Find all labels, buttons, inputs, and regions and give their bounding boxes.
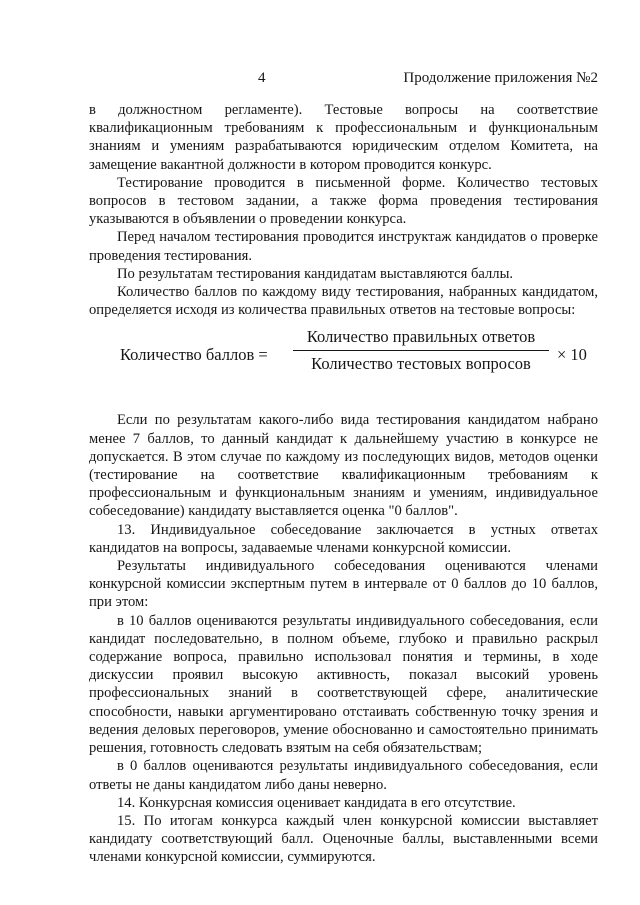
paragraph-interview-results: Результаты индивидуального собеседования оцениваются членами конкурсной комиссии экспертным путем в интервале от 0 баллов до 10 баллов, при этом: [89,558,598,611]
paragraph-item-14: 14. Конкурсная комиссия оценивает кандидата в его отсутствие. [117,794,516,811]
paragraph-0-points: в 0 баллов оцениваются результаты индивидуального собеседования, если ответы не даны кандидатом либо даны неверно. [89,758,598,793]
score-formula [89,323,598,397]
page-header [0,70,640,90]
formula-multiplier: × 10 [557,345,587,365]
page-number: 4 [258,70,266,86]
appendix-note: Продолжение приложения №2 [403,70,598,86]
formula-denominator: Количество тестовых вопросов [311,354,531,374]
paragraph-item-13: 13. Индивидуальное собеседование заключается в устных ответах кандидатов на вопросы, задаваемые членами конкурсной комиссии. [89,521,598,556]
paragraph-item-15: 15. По итогам конкурса каждый член конкурсной комиссии выставляет кандидату соответствующий балл. Оценочные баллы, выставленными всеми членами конкурсной комиссии, суммируются. [89,812,598,866]
paragraph-regulation-continuation: в должностном регламенте). Тестовые вопросы на соответствие квалификационным требованиям к профессиональным и функциональным знаниям и умениям разрабатываются юридическим отделом Комитета, на замещение вакантной должности в котором проводится конкурс. [89,102,598,173]
paragraph-low-score: Если по результатам какого-либо вида тестирования кандидатом набрано менее 7 баллов, то данный кандидат к дальнейшему участию в конкурсе не допускается. В этом случае по каждому из последующих видов, методов оценки (тестирование на соответствие квалификационным требованиям к профессиональным и функциональным знаниям и умениям, индивидуальное собеседование) кандидату выставляется оценка "0 баллов". [89,412,598,520]
formula-numerator: Количество правильных ответов [293,327,549,351]
document-body [89,101,598,867]
formula-lhs: Количество баллов = [120,345,268,365]
paragraph-scoring: По результатам тестирования кандидатам выставляются баллы. [117,265,514,282]
paragraph-points-count: Количество баллов по каждому виду тестирования, набранных кандидатом, определяется исходя из количества правильных ответов на тестовые вопросы: [89,284,598,319]
paragraph-testing-form: Тестирование проводится в письменной форме. Количество тестовых вопросов в тестовом задании, а также форма проведения тестирования указываются в объявлении о проведении конкурса. [89,174,598,228]
paragraph-10-points: в 10 баллов оцениваются результаты индивидуального собеседования, если кандидат последовательно, в полном объеме, глубоко и правильно раскрыл содержание вопроса, правильно использовал понятия и термины, в ходе дискуссии проявил высокую активность, показал высокий уровень профессиональных знаний в соответствующей сфере, аналитические способности, навыки аргументировано отстаивать собственную точку зрения и ведения деловых переговоров, умение обоснованно и самостоятельно принимать решения, готовность следовать взятым на себя обязательствам; [89,612,598,757]
paragraph-instruction: Перед началом тестирования проводится инструктаж кандидатов о проверке проведения тестирования. [89,229,598,264]
formula-fraction [293,327,549,374]
